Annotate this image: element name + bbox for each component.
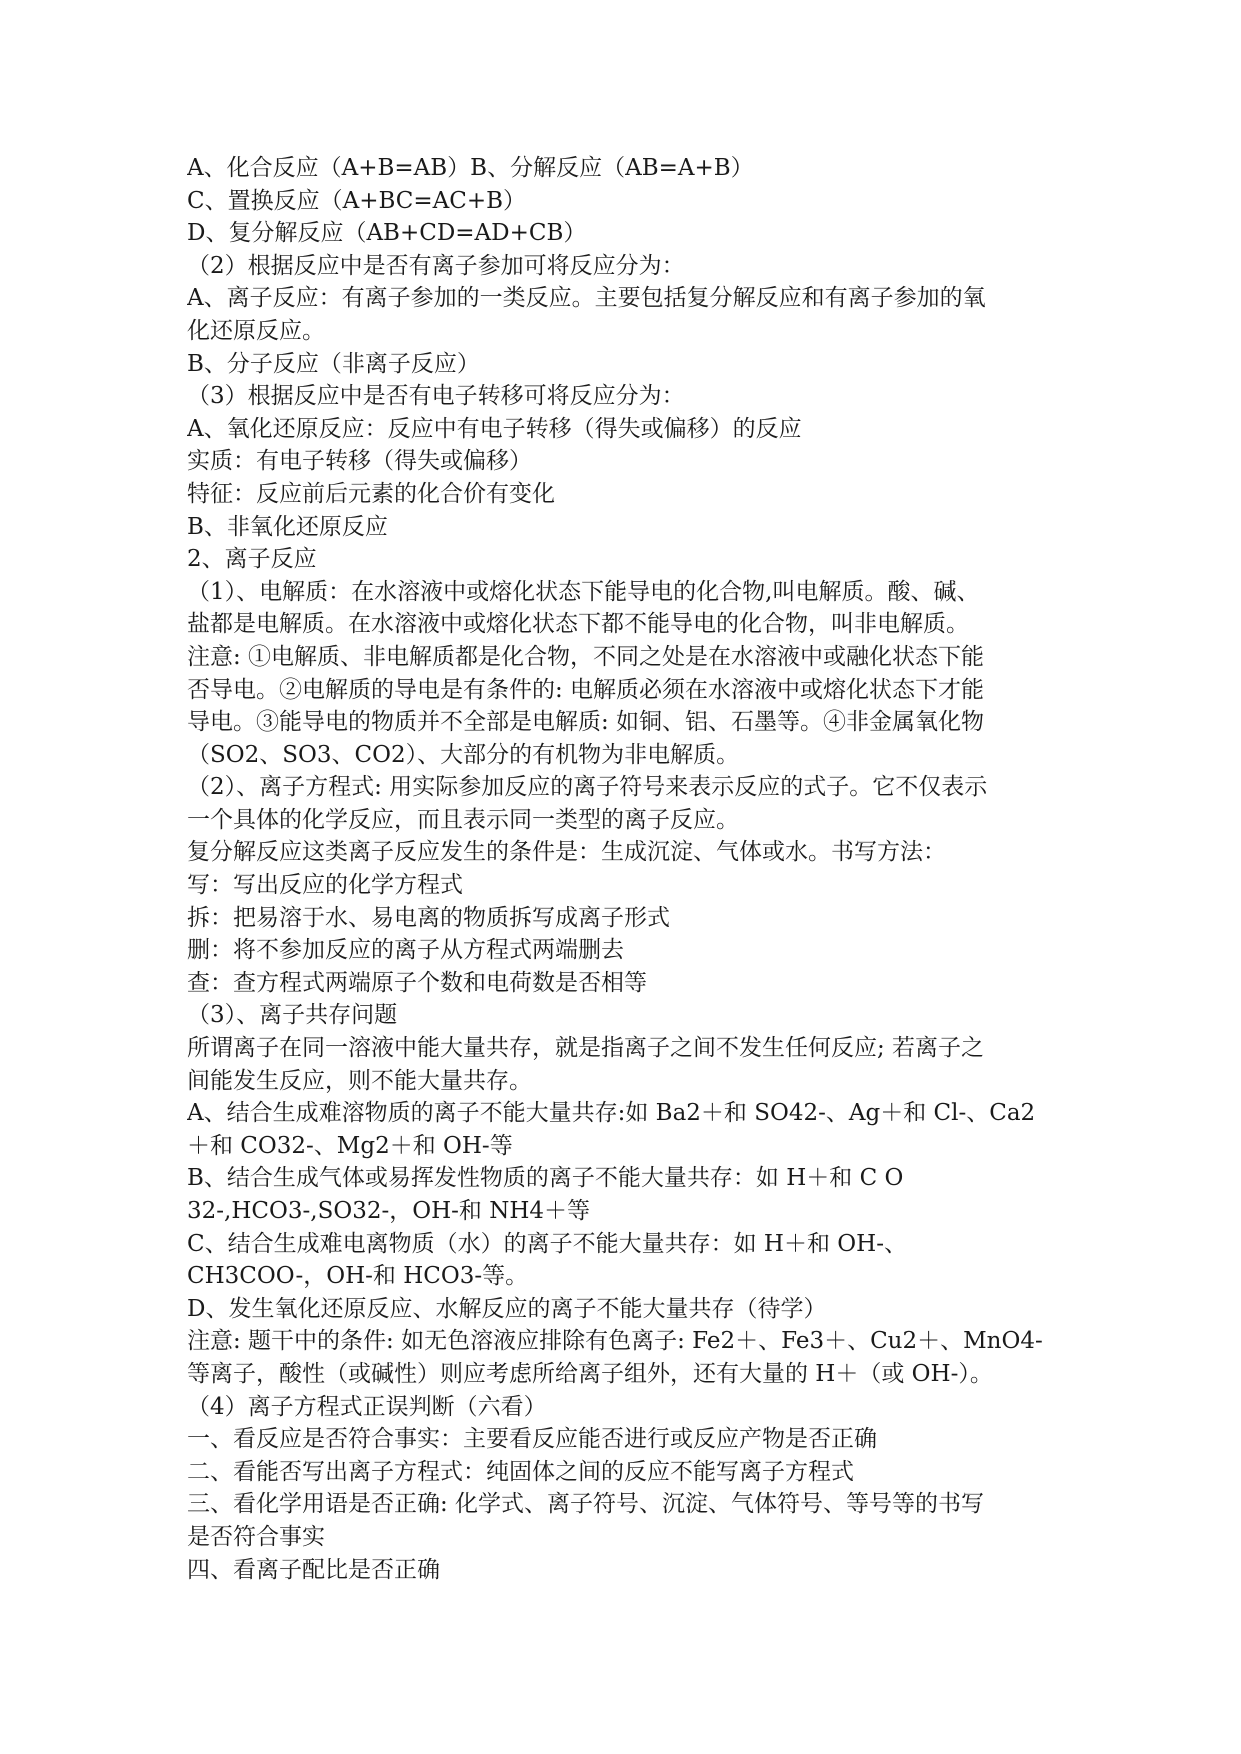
- text-line: 等离子，酸性（或碱性）则应考虑所给离子组外，还有大量的 H＋（或 OH-）。: [187, 1360, 993, 1387]
- text-line: 删：将不参加反应的离子从方程式两端删去: [187, 937, 624, 964]
- text-line: B、分子反应（非离子反应）: [187, 350, 480, 377]
- text-line: （1）、电解质：在水溶液中或熔化状态下能导电的化合物,叫电解质。酸、碱、: [187, 578, 980, 605]
- text-line: B、非氧化还原反应: [187, 513, 388, 540]
- text-line: （3）、离子共存问题: [187, 1002, 398, 1029]
- text-line: 否导电。②电解质的导电是有条件的: 电解质必须在水溶液中或熔化状态下才能: [187, 676, 985, 703]
- text-line: D、发生氧化还原反应、水解反应的离子不能大量共存（待学）: [187, 1295, 827, 1322]
- text-line: 盐都是电解质。在水溶液中或熔化状态下都不能导电的化合物，叫非电解质。: [187, 611, 969, 638]
- text-line: （SO2、SO3、CO2）、大部分的有机物为非电解质。: [187, 741, 740, 768]
- text-line: 所谓离子在同一溶液中能大量共存，就是指离子之间不发生任何反应; 若离子之: [187, 1035, 985, 1062]
- text-line: CH3COO-，OH-和 HCO3-等。: [187, 1263, 529, 1290]
- text-line: 是否符合事实: [187, 1523, 325, 1550]
- text-line: 拆：把易溶于水、易电离的物质拆写成离子形式: [187, 904, 670, 931]
- text-line: C、置换反应（A+BC=AC+B）: [187, 187, 527, 214]
- text-line: 注意: ①电解质、非电解质都是化合物，不同之处是在水溶液中或融化状态下能: [187, 643, 985, 670]
- text-line: B、结合生成气体或易挥发性物质的离子不能大量共存：如 H＋和 C O: [187, 1165, 904, 1192]
- text-line: 复分解反应这类离子反应发生的条件是：生成沉淀、气体或水。书写方法：: [187, 839, 946, 866]
- text-line: A、化合反应（A+B=AB）B、分解反应（AB=A+B）: [187, 155, 754, 181]
- text-line: D、复分解反应（AB+CD=AD+CB）: [187, 220, 587, 247]
- text-line: 一个具体的化学反应，而且表示同一类型的离子反应。: [187, 806, 739, 833]
- text-line: 三、看化学用语是否正确: 化学式、离子符号、沉淀、气体符号、等号等的书写: [187, 1491, 985, 1518]
- text-line: 注意: 题干中的条件: 如无色溶液应排除有色离子: Fe2＋、Fe3＋、Cu2＋、MnO4-: [187, 1328, 1043, 1355]
- text-line: 一、看反应是否符合事实：主要看反应能否进行或反应产物是否正确: [187, 1426, 877, 1453]
- text-line: （2）、离子方程式: 用实际参加反应的离子符号来表示反应的式子。它不仅表示: [187, 774, 988, 801]
- text-line: 实质：有电子转移（得失或偏移）: [187, 448, 532, 475]
- text-line: 32-,HCO3-,SO32-，OH-和 NH4＋等: [187, 1198, 591, 1224]
- text-line: 查：查方程式两端原子个数和电荷数是否相等: [187, 969, 647, 996]
- text-line: 特征：反应前后元素的化合价有变化: [187, 480, 555, 507]
- text-line: 间能发生反应，则不能大量共存。: [187, 1067, 532, 1094]
- text-line: 二、看能否写出离子方程式：纯固体之间的反应不能写离子方程式: [187, 1458, 854, 1485]
- text-line: C、结合生成难电离物质（水）的离子不能大量共存：如 H＋和 OH-、: [187, 1230, 907, 1257]
- text-line: A、氧化还原反应：反应中有电子转移（得失或偏移）的反应: [187, 415, 802, 442]
- text-line: 四、看离子配比是否正确: [187, 1556, 440, 1583]
- text-line: A、结合生成难溶物质的离子不能大量共存:如 Ba2＋和 SO42-、Ag＋和 Cl-、Ca2: [187, 1100, 1036, 1127]
- text-line: 2、离子反应: [187, 546, 317, 573]
- document-body: [187, 152, 1053, 1586]
- text-line: （2）根据反应中是否有离子参加可将反应分为：: [187, 252, 685, 279]
- text-line: ＋和 CO32-、Mg2＋和 OH-等: [187, 1132, 513, 1159]
- text-line: 化还原反应。: [187, 317, 325, 344]
- text-line: （3）根据反应中是否有电子转移可将反应分为：: [187, 383, 685, 410]
- text-line: A、离子反应：有离子参加的一类反应。主要包括复分解反应和有离子参加的氧: [187, 285, 986, 312]
- text-line: 导电。③能导电的物质并不全部是电解质: 如铜、铝、石墨等。④非金属氧化物: [187, 709, 985, 736]
- text-line: 写：写出反应的化学方程式: [187, 872, 463, 899]
- text-line: （4）离子方程式正误判断（六看）: [187, 1393, 547, 1420]
